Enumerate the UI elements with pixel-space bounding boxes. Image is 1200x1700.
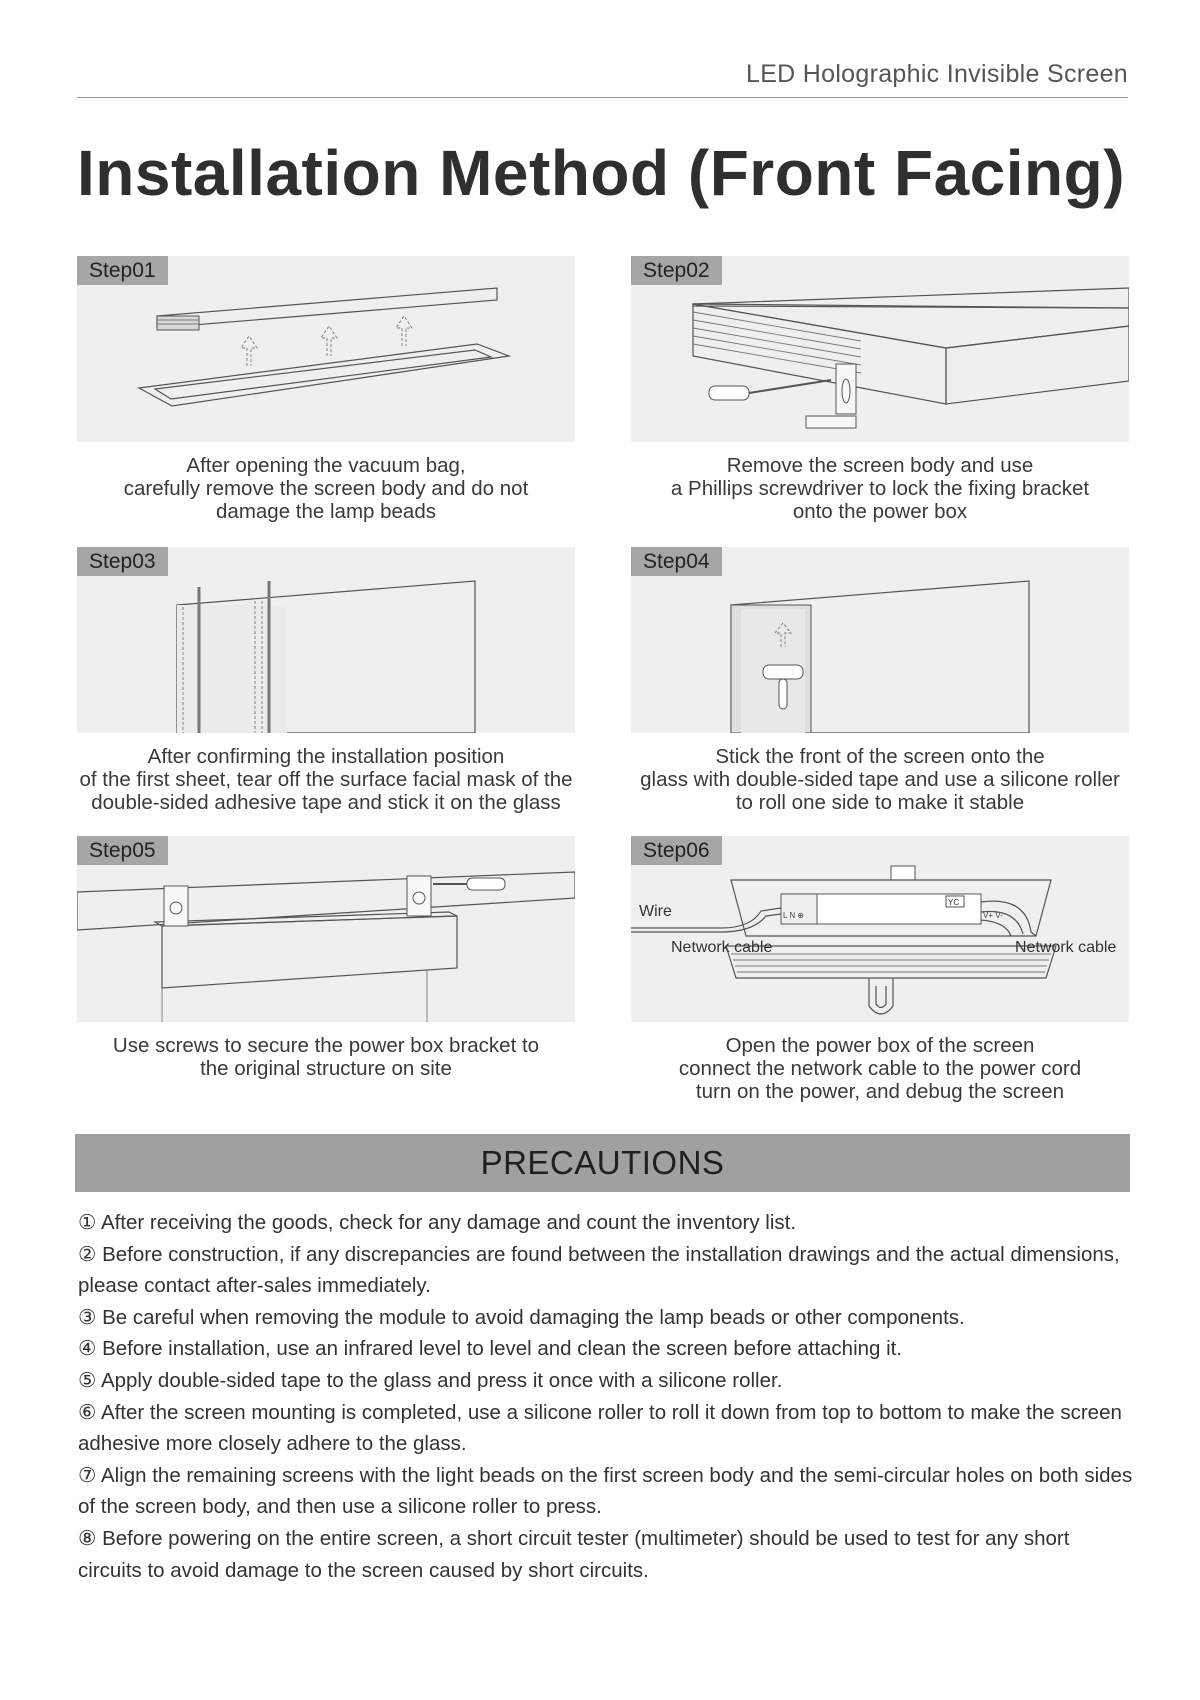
step-01 (77, 256, 575, 523)
step-04-caption (600, 745, 1160, 814)
precaution-item: ⑥ After the screen mounting is completed, use a silicone roller to roll it down from top to bottom to make the screen adhesive more closely adhere to the glass. (78, 1400, 1122, 1456)
header-divider (77, 97, 1128, 98)
caption-line: onto the power box (792, 500, 968, 523)
caption-line: After opening the vacuum bag, (186, 454, 466, 477)
precautions-heading: PRECAUTIONS (75, 1134, 1130, 1192)
step-05-badge: Step05 (77, 836, 168, 865)
precaution-item: ① After receiving the goods, check for any damage and count the inventory list. (78, 1211, 797, 1234)
network-cable-left-label: Network cable (671, 939, 773, 956)
step-01-badge: Step01 (77, 256, 168, 285)
precaution-item: ④ Before installation, use an infrared level to level and clean the screen before attaching it. (78, 1337, 903, 1361)
precaution-item: ⑧ Before powering on the entire screen, a short circuit tester (multimeter) should be used to test for any short circuits to avoid damage to the screen caused by short circuits. (78, 1526, 1070, 1582)
step-02-caption (600, 454, 1160, 523)
step-06-caption (600, 1034, 1160, 1103)
step-05-illustration (77, 836, 575, 1022)
precaution-item: ② Before construction, if any discrepancies are found between the installation drawings and the actual dimensions, please contact after-sales immediately. (78, 1242, 1120, 1298)
step-02-badge: Step02 (631, 256, 722, 285)
step-04-badge: Step04 (631, 547, 722, 576)
step-01-illustration (77, 256, 575, 442)
step-03-badge: Step03 (77, 547, 168, 576)
precaution-item: ⑦ Align the remaining screens with the light beads on the first screen body and the semi-circular holes on both sides of the screen body, and then use a silicone roller to press. (78, 1463, 1133, 1519)
step-06-badge: Step06 (631, 836, 722, 865)
step-05-caption (46, 1034, 606, 1080)
caption-line: Open the power box of the screen (725, 1034, 1035, 1057)
caption-line: of the first sheet, tear off the surface facial mask of the (79, 768, 573, 791)
precaution-item: ③ Be careful when removing the module to avoid damaging the lamp beads or other components. (78, 1305, 965, 1329)
wire-label: Wire (639, 903, 672, 920)
precaution-item: ⑤ Apply double-sided tape to the glass and press it once with a silicone roller. (78, 1368, 783, 1392)
caption-line: Stick the front of the screen onto the (715, 745, 1045, 768)
step-01-caption (46, 454, 606, 523)
caption-line: glass with double-sided tape and use a silicone roller (640, 768, 1120, 791)
step-06-illustration (631, 836, 1129, 1022)
network-cable-right-label: Network cable (1015, 939, 1117, 956)
caption-line: to roll one side to make it stable (735, 791, 1025, 814)
caption-line: damage the lamp beads (216, 500, 436, 523)
terminal-right-label: V+ V- (983, 911, 1003, 920)
step-02 (631, 256, 1129, 523)
header-brand-title: LED Holographic Invisible Screen (745, 60, 1128, 88)
caption-line: carefully remove the screen body and do not (123, 477, 529, 500)
step-03 (77, 547, 575, 814)
step-04-illustration (631, 547, 1129, 733)
step-02-illustration (631, 256, 1129, 442)
caption-line: the original structure on site (200, 1057, 452, 1080)
step-03-illustration (77, 547, 575, 733)
caption-line: connect the network cable to the power cord (678, 1057, 1082, 1080)
terminal-left-label: L N ⊕ (783, 911, 805, 920)
box-mark-label: YC (948, 898, 960, 907)
page-title: Installation Method (Front Facing) (77, 137, 1126, 209)
caption-line: After confirming the installation position (147, 745, 505, 768)
caption-line: double-sided adhesive tape and stick it on the glass (91, 791, 561, 814)
precautions-list (78, 1207, 1138, 1586)
step-06 (631, 836, 1129, 1103)
step-05 (77, 836, 575, 1080)
caption-line: Remove the screen body and use (726, 454, 1034, 477)
caption-line: a Phillips screwdriver to lock the fixing bracket (670, 477, 1090, 500)
step-04 (631, 547, 1129, 814)
step-03-caption (46, 745, 606, 814)
caption-line: Use screws to secure the power box bracket to (112, 1034, 540, 1057)
caption-line: turn on the power, and debug the screen (695, 1080, 1065, 1103)
